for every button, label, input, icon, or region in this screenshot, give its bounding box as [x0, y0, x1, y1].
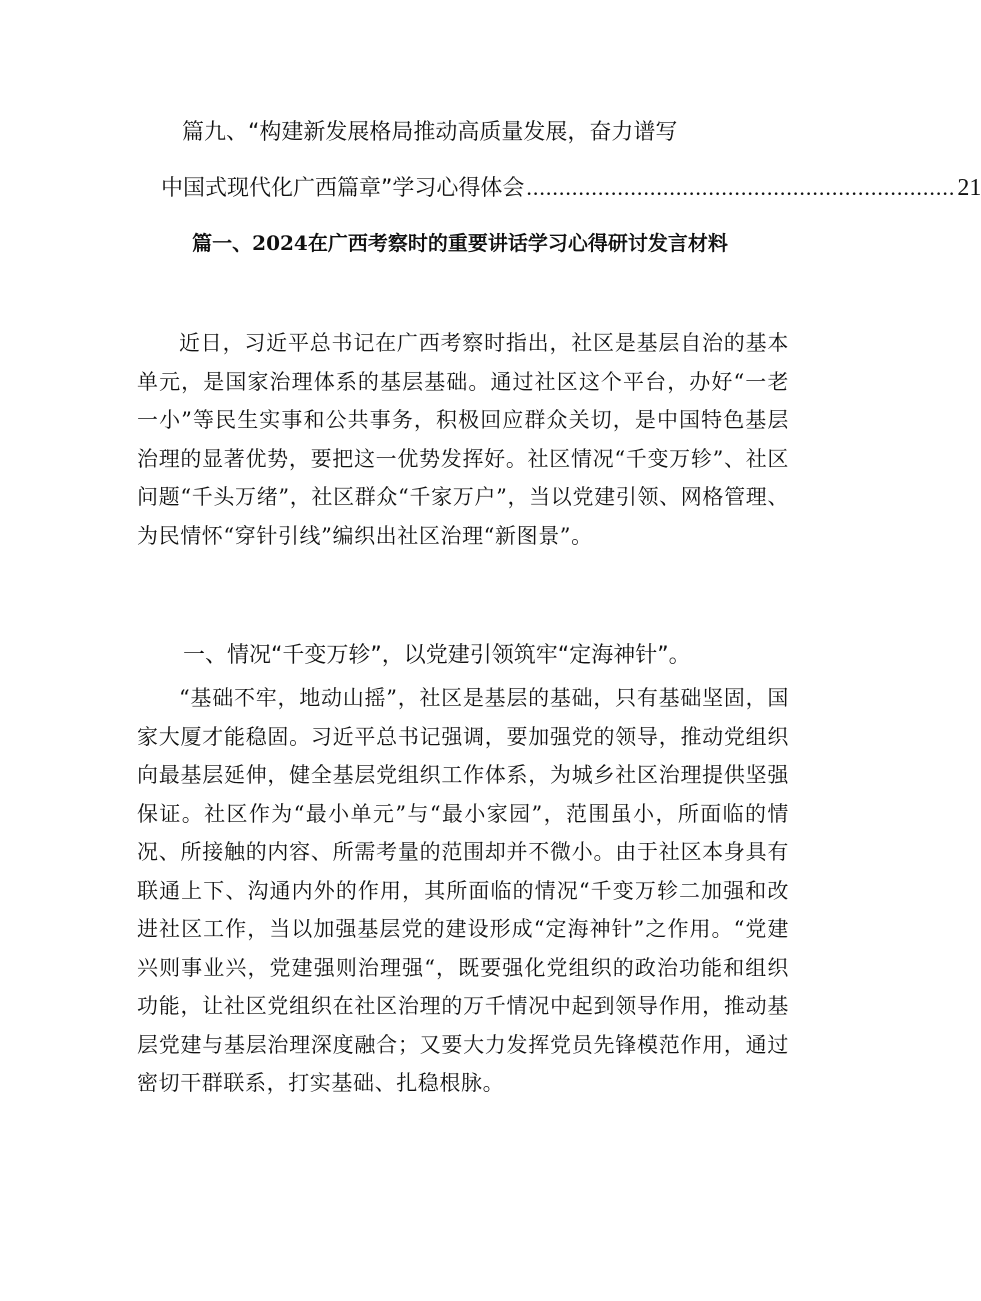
section-1-heading: 一、情况“千变万轸”，以党建引领筑牢“定海神针”。 [183, 643, 691, 668]
toc-page-number: 21 [957, 175, 981, 201]
toc-entry-9-line-1: 篇九、“构建新发展格局推动高质量发展，奋力谱写 [182, 120, 678, 145]
toc-entry-9-line-2 [161, 173, 981, 204]
article-title: 篇一、2024在广西考察时的重要讲话学习心得研讨发言材料 [192, 231, 728, 255]
section-1-paragraph [137, 679, 789, 1103]
intro-paragraph-text: 近日，习近平总书记在广西考察时指出，社区是基层自治的基本单元，是国家治理体系的基层基础。通过社区这个平台，办好“一老一小”等民生实事和公共事务，积极回应群众关切，是中国特色基层治理的显著优势，要把这一优势发挥好。社区情况“千变万轸”、社区问题“千头万绪”，社区群众“千家万户”，当以党建引领、网格管理、为民情怀“穿针引线”编织出社区治理“新图景”。 [137, 331, 789, 548]
toc-entry-9-text: 中国式现代化广西篇章”学习心得体会 [161, 176, 525, 201]
intro-paragraph [137, 324, 789, 555]
section-1-paragraph-text: “基础不牢，地动山摇”，社区是基层的基础，只有基础坚固，国家大厦才能稳固。习近平总书记强调，要加强党的领导，推动党组织向最基层延伸，健全基层党组织工作体系，为城乡社区治理提供坚强保证。社区作为“最小单元”与“最小家园”，范围虽小，所面临的情况、所接触的内容、所需考量的范围却并不微小。由于社区本身具有联通上下、沟通内外的作用，其所面临的情况“千变万轸二加强和改进社区工作，当以加强基层党的建设形成“定海神针”之作用。“党建兴则事业兴，党建强则治理强“，既要强化党组织的政治功能和组织功能，让社区党组织在社区治理的万千情况中起到领导作用，推动基层党建与基层治理深度融合；又要大力发挥党员先锋模范作用，通过密切干群联系，打实基础、扎稳根脉。 [137, 686, 789, 1095]
toc-leader-dots: .................................................................. [526, 175, 956, 200]
